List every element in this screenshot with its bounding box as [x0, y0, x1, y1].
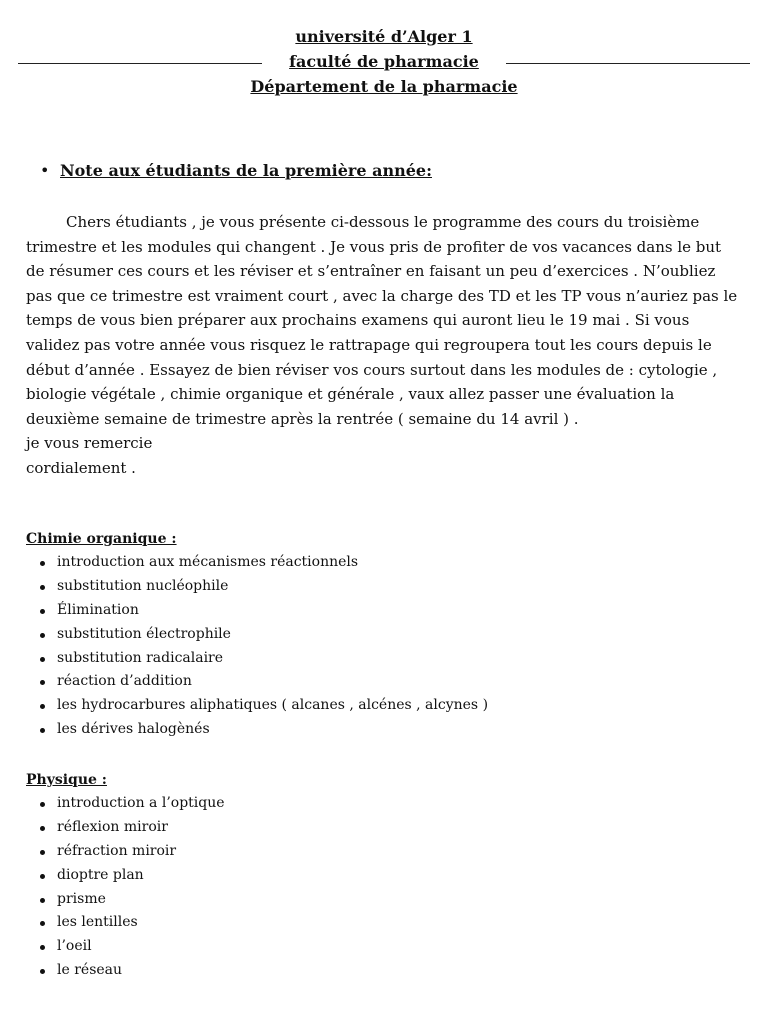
- department-name: Département de la pharmacie: [250, 77, 518, 96]
- list-item: les hydrocarbures aliphatiques ( alcanes , alcénes , alcynes ): [26, 694, 488, 718]
- bullet-icon: •: [40, 161, 50, 180]
- list-item: substitution radicalaire: [26, 647, 488, 671]
- list-chimie: [26, 551, 488, 742]
- header-rule-right: [506, 63, 750, 64]
- note-heading-text: Note aux étudiants de la première année:: [60, 161, 432, 180]
- paragraph-line: cordialement .: [26, 458, 136, 477]
- list-item: les dérives halogènés: [26, 718, 488, 742]
- paragraph-line: validez pas votre année vous risquez le rattrapage qui regroupera tout les cours depuis le: [26, 335, 712, 354]
- paragraph-line: temps de vous bien préparer aux prochains examens qui auront lieu le 19 mai . Si vous: [26, 311, 690, 330]
- list-item: introduction aux mécanismes réactionnels: [26, 551, 488, 575]
- paragraph-line: Chers étudiants , je vous présente ci-dessous le programme des cours du troisième: [66, 213, 700, 231]
- list-item: réflexion miroir: [26, 816, 225, 840]
- header-rule-left: [18, 63, 262, 64]
- list-item: le réseau: [26, 959, 225, 983]
- section-heading-physique: Physique :: [26, 772, 107, 788]
- paragraph-line: biologie végétale , chimie organique et générale , vaux allez passer une évaluation la: [26, 385, 675, 404]
- list-item: l’oeil: [26, 935, 225, 959]
- paragraph-line: début d’année . Essayez de bien réviser vos cours surtout dans les modules de : cytologie ,: [26, 360, 718, 379]
- paragraph-line: trimestre et les modules qui changent . Je vous pris de profiter de vos vacances dans le but: [26, 237, 722, 256]
- list-item: substitution nucléophile: [26, 575, 488, 599]
- list-item: introduction a l’optique: [26, 792, 225, 816]
- paragraph-line: pas que ce trimestre est vraiment court , avec la charge des TD et les TP vous n’auriez pas le: [26, 286, 738, 305]
- section-heading-chimie: Chimie organique :: [26, 531, 177, 547]
- faculty-name: faculté de pharmacie: [289, 52, 479, 71]
- document-header: [0, 24, 768, 99]
- list-item: dioptre plan: [26, 864, 225, 888]
- list-item: les lentilles: [26, 911, 225, 935]
- paragraph-line: je vous remercie: [26, 434, 153, 453]
- list-item: Élimination: [26, 599, 488, 623]
- list-item: substitution électrophile: [26, 623, 488, 647]
- paragraph-line: deuxième semaine de trimestre après la rentrée ( semaine du 14 avril ) .: [26, 409, 579, 428]
- list-item: réaction d’addition: [26, 670, 488, 694]
- paragraph-line: de résumer ces cours et les réviser et s’entraîner en faisant un peu d’exercices . N’oubliez: [26, 262, 716, 281]
- list-physique: [26, 792, 225, 983]
- list-item: réfraction miroir: [26, 840, 225, 864]
- list-item: prisme: [26, 888, 225, 912]
- note-paragraph: [26, 210, 742, 481]
- note-heading: [40, 159, 432, 183]
- university-name: université d’Alger 1: [295, 27, 473, 46]
